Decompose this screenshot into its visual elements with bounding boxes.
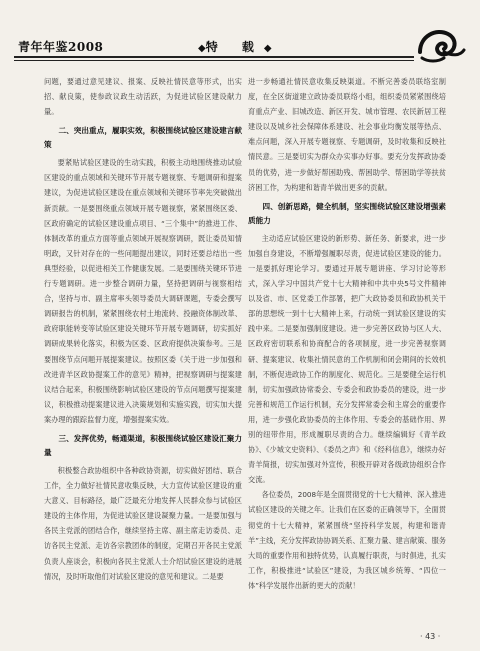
section-heading: 二、突出重点，履职实效，积极围绕试验区建设建言献策 [44,126,242,150]
paragraph: 问题，要通过意见建议、报案、反映社情民意等形式，出实招、献良策，使参政议政生动活跃，为促进试验区建设献力量。 [44,77,242,117]
paragraph: 主动适应试验区建设的新形势、新任务、新要求，进一步加强自身建设，不断增强履职尽责，促进试验区建设的能力。一是要抓好理论学习。要通过开展专题讲座、学习讨论等形式，深入学习中国共产党十七大精神和中共中央5号文件精神以及省、市、区党委工作部署，把广大政协委员和政协机关干部的思想统一到十七大精神上来，行动统一到试验区建设的实践中来。二是要加强制度建设。进一步完善区政协与区人大、区政府密切联系和协商配合的各项制度，进一步完善视察调研、提案建议、收集社情民意的工作机制和闭会期间的长效机制，不断促进政协工作的制度化、规范化。三是要健全运行机制，切实加强政协常委会、专委会和政协委员的建设，进一步完善和规范工作运行机制，充分发挥常委会和主席会的重要作用，进一步强化政协委员的主体作用、专委会的基础作用、界别的纽带作用，形成履职尽责的合力。继续编辑好《青羊政协》、《少城文史资料》、《委员之声》和《经科信息》，继续办好青羊简报，切实加强对外宣传，积极开辟对各级政协组织合作交流。 [248,233,446,485]
yearbook-logo-icon [414,22,468,66]
header-rule-thin [14,60,414,61]
header-rule [14,56,414,58]
left-column [44,74,242,584]
section-title [198,38,272,55]
right-column [248,74,446,593]
section-label-text: 特 载 [205,40,264,54]
paragraph: 进一步畅通社情民意收集反映渠道。不断完善委员联络室制度，在全区街道建立政协委员联络小组，组织委员紧紧围绕培育重点产业、旧城改造、新区开发、城市管理、农民新居工程建设以及城乡社会保障体系建设、社会事业均衡发展等热点、难点问题，深入开展专题视察、专题调研，及时收集和反映社情民意。三是要切实为群众办实事办好事。要充分发挥政协委员的优势，进一步做好帮困助残、帮困助学、帮困助学等扶贫济困工作，为构建和谐青羊做出更多的贡献。 [248,77,446,192]
diamond-icon: ◆ [198,43,206,54]
section-heading: 三、发挥优势，畅通渠道，积极围绕试验区建设汇聚力量 [44,433,242,457]
paragraph: 积极整合政协组织中各种政协资源，切实做好团结、联合工作，全力做好社情民意收集反映，大力宣传试验区建设的重大意义、目标路径，最广泛最充分地发挥人民群众参与试验区建设的主体作用，为促进试验区建设凝聚力量。一是要加强与各民主党派的团结合作，继续坚持主席、副主席走访委员、走访各民主党派、走访各宗教团体的制度，定期召开各民主党派负责人座谈会，积极向各民主党派人士介绍试验区建设的进展情况，及时听取他们对试验区建设的意见和建议。二是要 [44,465,242,581]
page-header [0,0,480,64]
paragraph: 各位委员，2008年是全面贯彻党的十七大精神、深入推进试验区建设的关键之年。让我们在区委的正确领导下，全面贯彻党的十七大精神，紧紧围绕“坚持科学发展，构建和谐青羊”主线，充分发挥政协协调关系、汇聚力量、建言献策、服务大局的重要作用和独特优势，认真履行职责，与时俱进，扎实工作，积极推进“试验区”建设，为我区城乡统筹、“四位一体”科学发展作出新的更大的贡献！ [248,490,446,590]
page-number: · 43 · [420,632,441,641]
diamond-icon: ◆ [263,43,272,54]
paragraph: 要紧贴试验区建设的生动实践，积极主动地围绕推动试验区建设的重点领域和关键环节开展专题视察、专题调研和提案建议，为促进试验区建设在重点领域和关键环节率先突破做出新贡献。一是要围绕重点领域开展专题视察，紧紧围绕区委、区政府确定的试验区建设重点项目、“三个集中”的推进工作、体制改革的重点方面等重点领域开展视察调研，既让委员知情明政，又针对存在的一些问题提出建议，同时还要总结出一些典型经验，以促进相关工作健康发展。二是要围绕关键环节进行专题调研。进一步整合调研力量，坚持把调研与视察相结合，坚持与市、副主席率头领导委员大调研课题，专委会撰写调研报告的机制，紧紧围绕农村土地流转、投融资体制改革、政府职能转变等试验区建设关键环节开展专题调研，切实抓好调研成果转化落实，积极为区委、区政府提供决策参考。三是要围绕节点问题开展提案建议。按照区委《关于进一步加强和改进青羊区政协提案工作的意见》精神，把视察调研与提案建议结合起来，积极围绕影响试验区建设的节点问题撰写提案建议，积极推动提案建议进入决策规划和实施实践，切实加大提案办理的跟踪监督力度，增强提案实效。 [44,158,242,424]
section-heading: 四、创新思路，健全机制，坚实围绕试验区建设增强素质能力 [248,201,446,225]
yearbook-title: 青年年鉴2008 [18,40,104,54]
